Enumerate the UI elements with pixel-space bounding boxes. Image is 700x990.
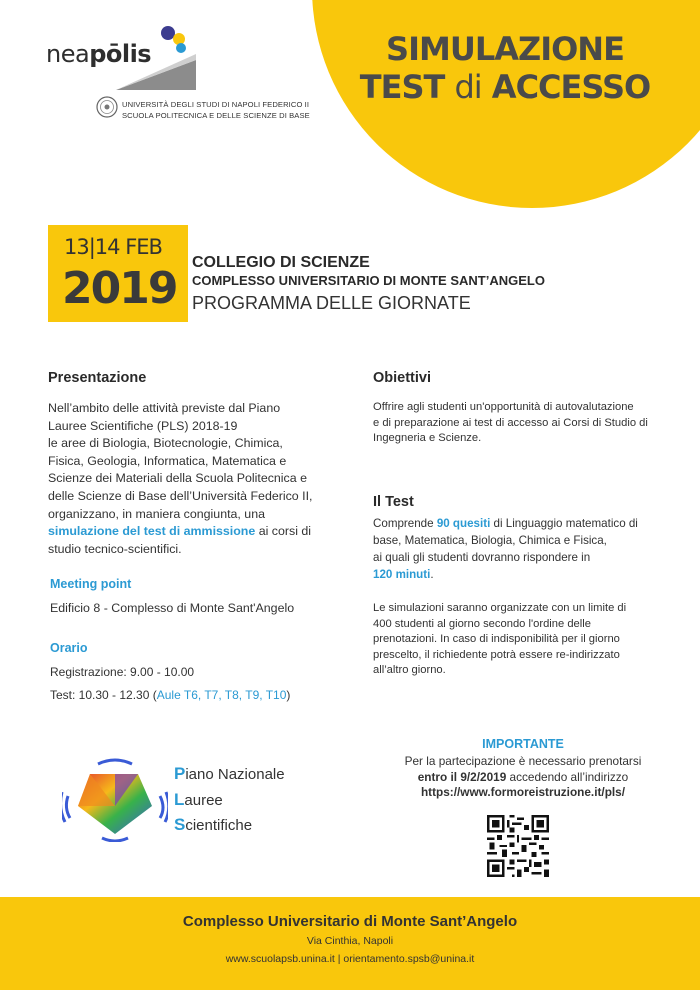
event-program: PROGRAMMA DELLE GIORNATE [192,293,471,313]
qr-code[interactable] [487,815,549,877]
registration-url-link[interactable]: https://www.formoreistruzione.it/pls/ [420,785,626,799]
importante-text [388,754,658,801]
footer-address: Via Cinthia, Napoli [306,935,394,947]
footer [0,897,700,990]
il-test-line [373,566,673,583]
minuti-highlight: 120 minuti [373,568,431,581]
importante-line-2 [388,770,658,786]
importante-line-2-rest: accedendo all’indirizzo [506,769,629,784]
logo-bold: pōlis [89,40,152,68]
pls-name [174,762,285,839]
title-line-2 [340,68,670,106]
il-test-line [373,515,673,532]
logo-ramp-icon [116,54,196,90]
pls-line-2 [174,788,285,814]
simulazioni-line: all’altro giorno. [373,664,446,677]
pls-line-3 [174,813,285,839]
obiettivi-heading: Obiettivi [373,370,432,386]
university-name [122,99,310,121]
pls-rest: auree [184,791,223,809]
simulazioni-text [373,601,673,679]
presentazione-text [48,400,358,558]
simulazione-highlight: simulazione del test di ammissione [48,524,256,539]
il-test-line: ai quali gli studenti dovranno rispondere in [373,551,591,564]
pls-rest: iano Nazionale [185,766,285,783]
title-word-test: TEST [359,68,445,106]
university-line-2: SCUOLA POLITECNICA E DELLE SCIENZE DI BASE [122,111,310,120]
pls-initial: L [174,789,185,809]
footer-contacts[interactable]: www.scuolapsb.unina.it | orientamento.spsb@unina.it [225,953,475,965]
orario-test [50,688,290,702]
meeting-value: Edificio 8 - Complesso di Monte Sant'Angelo [50,601,295,615]
simulazioni-line: 400 studenti al giorno secondo l'ordine delle [373,617,591,630]
il-test-pre: Comprende [373,517,437,530]
orario-test-close: ) [286,688,291,702]
importante-heading: IMPORTANTE [482,737,564,751]
obiettivi-text [373,400,673,447]
pls-initial: S [174,815,186,834]
presentazione-line: Lauree Scientifiche (PLS) 2018-19 [48,418,238,433]
orario-aule: Aule T6, T7, T8, T9, T10 [156,688,287,702]
presentazione-heading: Presentazione [48,370,147,386]
presentazione-line: studio tecnico-scientifici. [48,541,182,556]
pls-line-1 [174,762,285,788]
meeting-heading: Meeting point [50,577,132,591]
event-college: COLLEGIO DI SCIENZE [192,254,370,271]
date-year: 2019 [62,263,177,314]
presentazione-line: le aree di Biologia, Biotecnologie, Chimica, [48,436,283,451]
pls-rest: cientifiche [185,817,253,834]
il-test-line: base, Matematica, Biologia, Chimica e Fisica, [373,534,607,547]
presentazione-line: delle Scienze di Base dell’Università Federico II, [48,488,313,503]
event-venue: COMPLESSO UNIVERSITARIO DI MONTE SANT’ANGELO [192,273,545,288]
pls-logo [62,756,168,842]
page-title [340,30,670,106]
orario-registrazione: Registrazione: 9.00 - 10.00 [50,665,195,679]
importante-line-1: Per la partecipazione è necessario prenotarsi [404,754,642,768]
quesiti-highlight: 90 quesiti [436,517,491,530]
presentazione-line [48,523,358,541]
il-test-heading: Il Test [373,494,414,510]
orario-test-label: Test: 10.30 - 12.30 ( [50,688,157,702]
il-test-post: di Linguaggio matematico di [490,517,638,530]
simulazioni-line: Le simulazioni saranno organizzate con un limite di [373,602,627,614]
importante-deadline: entro il 9/2/2019 [417,769,507,784]
date-box [48,225,188,322]
presentazione-line: organizzano, in maniera congiunta, una [48,506,265,521]
simulazioni-line: prescelto, il richiedente potrà essere re-indirizzato [373,648,620,661]
presentazione-line: Scienze dei Materiali della Scuola Politecnica e [48,471,307,486]
logo-prefix: nea [46,40,90,68]
title-word-accesso: ACCESSO [491,68,651,106]
obiettivi-line: Ingegneria e Scienze. [373,432,482,445]
il-test-text [373,515,673,583]
presentazione-line: Fisica, Geologia, Informatica, Matematica e [48,453,287,468]
obiettivi-line: Offrire agli studenti un'opportunità di autovalutazione [373,401,634,413]
orario-heading: Orario [50,641,88,655]
date-days: 13|14 FEB [64,235,162,259]
logo-dot-lightblue [176,43,186,53]
il-test-minuti-after: . [430,568,434,581]
title-word-di: di [454,68,482,106]
presentazione-after: ai corsi di [255,524,312,539]
title-line-1: SIMULAZIONE [386,30,624,68]
university-seal-icon [96,96,118,118]
university-line-1: UNIVERSITÀ DEGLI STUDI DI NAPOLI FEDERICO II [122,100,310,109]
simulazioni-line: prenotazioni. In caso di indisponibilità per il giorno [373,633,620,646]
pls-initial: P [174,764,186,783]
footer-title: Complesso Universitario di Monte Sant’Angelo [182,913,518,930]
presentazione-line: Nell’ambito delle attività previste dal Piano [48,401,281,415]
obiettivi-line: e di preparazione ai test di accesso ai Corsi di Studio di [373,416,648,429]
